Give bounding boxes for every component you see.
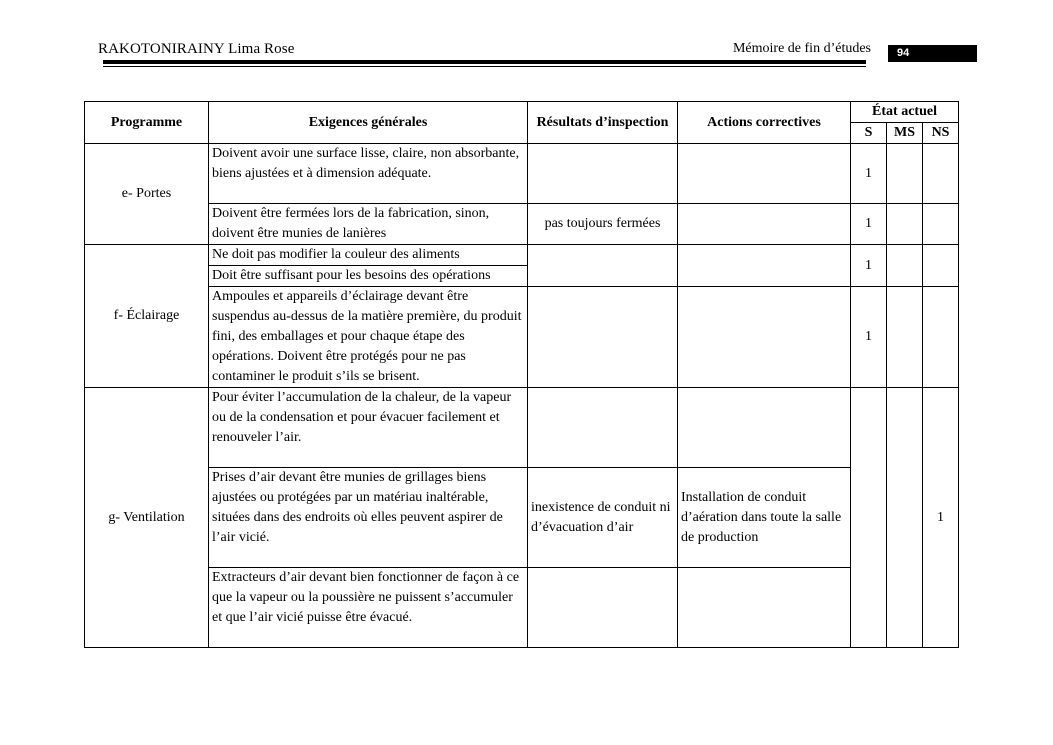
col-exigences: Exigences générales <box>209 102 528 144</box>
table-row <box>85 144 959 204</box>
col-actions: Actions correctives <box>678 102 851 144</box>
s-cell: 1 <box>851 144 887 204</box>
col-resultats: Résultats d’inspection <box>528 102 678 144</box>
exigence-cell: Pour éviter l’accumulation de la chaleur, de la vapeur ou de la condensation et pour évacuer facilement et renouveler l’air. <box>209 388 528 468</box>
exigence-cell: Doivent être fermées lors de la fabrication, sinon, doivent être munies de lanières <box>209 204 528 245</box>
resultat-cell <box>528 388 678 468</box>
resultat-cell <box>528 287 678 388</box>
action-cell: Installation de conduit d’aération dans toute la salle de production <box>678 468 851 568</box>
exigence-cell: Doivent avoir une surface lisse, claire, non absorbante, biens ajustées et à dimension adéquate. <box>209 144 528 204</box>
header-rule-thick <box>103 60 866 64</box>
ns-cell <box>923 144 959 204</box>
action-cell <box>678 287 851 388</box>
header-rule-thin <box>103 66 866 67</box>
s-cell <box>851 388 887 648</box>
table-row <box>85 204 959 245</box>
action-cell <box>678 568 851 648</box>
programme-cell: e- Portes <box>85 144 209 245</box>
ms-cell <box>887 287 923 388</box>
exigence-cell: Doit être suffisant pour les besoins des opérations <box>209 266 528 287</box>
exigence-cell: Extracteurs d’air devant bien fonctionner de façon à ce que la vapeur ou la poussière ne puissent s’accumuler et que l’air vicié puisse être évacué. <box>209 568 528 648</box>
table-row <box>85 568 959 648</box>
resultat-cell <box>528 144 678 204</box>
header-title: Mémoire de fin d’études <box>732 41 871 56</box>
resultat-cell <box>528 568 678 648</box>
action-cell <box>678 144 851 204</box>
s-cell: 1 <box>851 287 887 388</box>
s-cell: 1 <box>851 204 887 245</box>
resultat-cell: inexistence de conduit ni d’évacuation d’air <box>528 468 678 568</box>
col-programme: Programme <box>85 102 209 144</box>
col-ns: NS <box>923 123 959 144</box>
action-cell <box>678 245 851 287</box>
table-row <box>85 388 959 468</box>
ns-cell: 1 <box>923 388 959 648</box>
action-cell <box>678 388 851 468</box>
table-row <box>85 468 959 568</box>
ns-cell <box>923 287 959 388</box>
exigence-cell: Ampoules et appareils d’éclairage devant être suspendus au-dessus de la matière première, du produit fini, des emballages et pour chaque étape des opérations. Doivent être protégés pour ne pas contaminer le produit s’ils se brisent. <box>209 287 528 388</box>
col-etat-actuel: État actuel <box>851 102 959 123</box>
col-s: S <box>851 123 887 144</box>
ns-cell <box>923 204 959 245</box>
action-cell <box>678 204 851 245</box>
ns-cell <box>923 245 959 287</box>
s-cell: 1 <box>851 245 887 287</box>
ms-cell <box>887 204 923 245</box>
inspection-table <box>84 101 959 648</box>
ms-cell <box>887 245 923 287</box>
exigence-cell: Ne doit pas modifier la couleur des aliments <box>209 245 528 266</box>
table-row <box>85 245 959 266</box>
resultat-cell <box>528 245 678 287</box>
programme-cell: f- Éclairage <box>85 245 209 388</box>
ms-cell <box>887 388 923 648</box>
resultat-cell: pas toujours fermées <box>528 204 678 245</box>
page-number: 94 <box>888 45 977 62</box>
header-author: RAKOTONIRAINY Lima Rose <box>98 41 295 57</box>
programme-cell: g- Ventilation <box>85 388 209 648</box>
exigence-cell: Prises d’air devant être munies de grillages biens ajustées ou protégées par un matériau inaltérable, situées dans des endroits où elles peuvent aspirer de l’air vicié. <box>209 468 528 568</box>
col-ms: MS <box>887 123 923 144</box>
table-row <box>85 287 959 388</box>
ms-cell <box>887 144 923 204</box>
header-row <box>85 102 959 123</box>
